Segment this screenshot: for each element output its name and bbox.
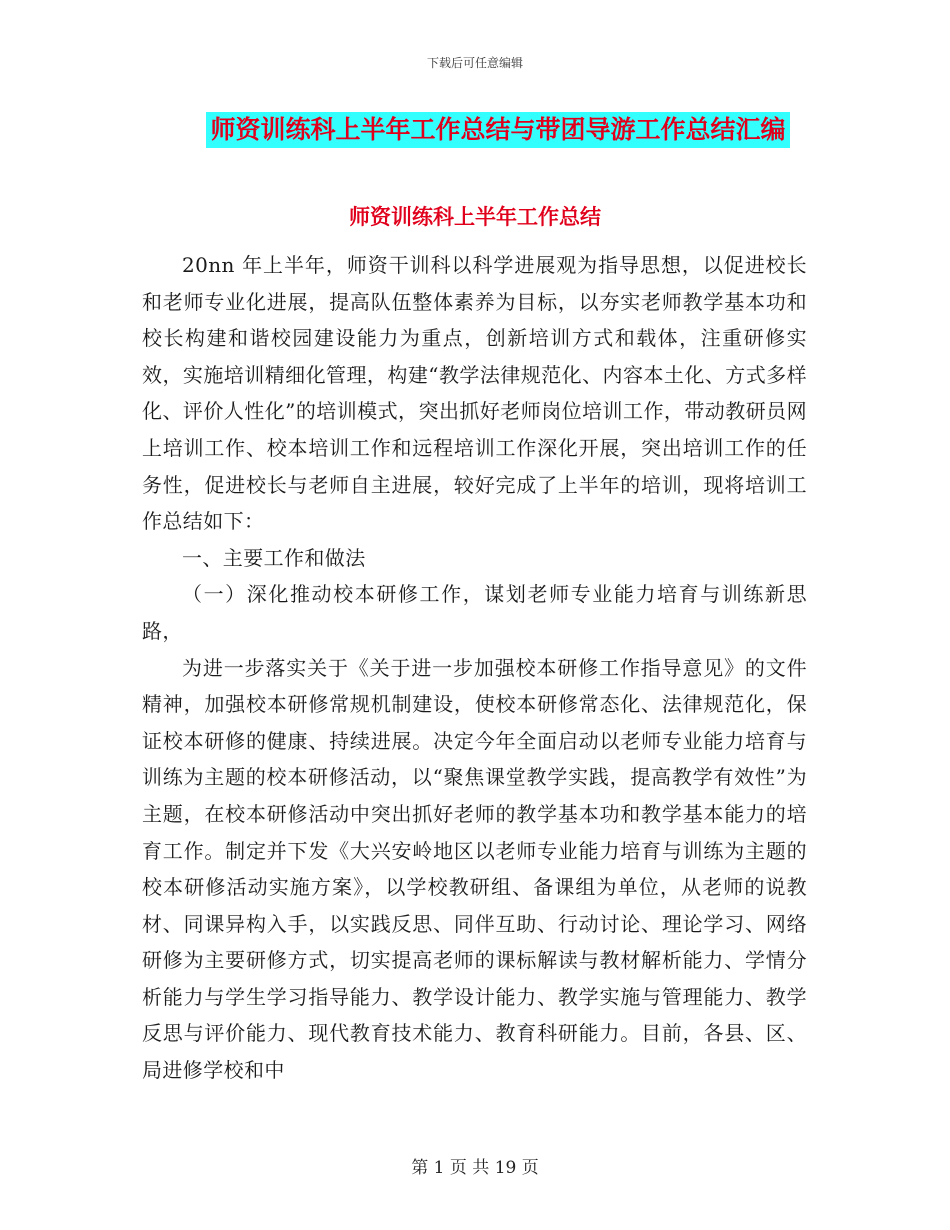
- paragraph-school-research-detail: 为进一步落实关于《关于进一步加强校本研修工作指导意见》的文件精神，加强校本研修常规机制建设，使校本研修常态化、法律规范化，保证校本研修的健康、持续进展。决定今年全面启动以老师专业能力培育与训练为主题的校本研修活动，以“聚焦课堂教学实践，提高教学有效性”为主题，在校本研修活动中突出抓好老师的教学基本功和教学基本能力的培育工作。制定并下发《大兴安岭地区以老师专业能力培育与训练为主题的校本研修活动实施方案》，以学校教研组、备课组为单位，从老师的说教材、同课异构入手，以实践反思、同伴互助、行动讨论、理论学习、网络研修为主要研修方式，切实提高老师的课标解读与教材解析能力、学情分析能力与学生学习指导能力、教学设计能力、教学实施与管理能力、教学反思与评价能力、现代教育技术能力、教育科研能力。目前，各县、区、局进修学校和中: [142, 655, 807, 1083]
- main-title: 师资训练科上半年工作总结与带团导游工作总结汇编: [206, 112, 789, 148]
- section-title: 师资训练科上半年工作总结: [349, 205, 601, 229]
- paragraph-subheading-school-research: （一）深化推动校本研修工作，谋划老师专业能力培育与训练新思路，: [142, 582, 807, 643]
- header-note: 下载后可任意编辑: [426, 56, 523, 70]
- page-number: 第 1 页 共 19 页: [411, 1158, 539, 1178]
- paragraph-heading-main-work: 一、主要工作和做法: [182, 545, 366, 570]
- body-text: [142, 247, 807, 1089]
- paragraph-intro: 20nn 年上半年，师资干训科以科学进展观为指导思想，以促进校长和老师专业化进展，提高队伍整体素养为目标，以夯实老师教学基本功和校长构建和谐校园建设能力为重点，创新培训方式和载体，注重研修实效，实施培训精细化管理，构建“教学法律规范化、内容本土化、方式多样化、评价人性化”的培训模式，突出抓好老师岗位培训工作，带动教研员网上培训工作、校本培训工作和远程培训工作深化开展，突出培训工作的任务性，促进校长与老师自主进展，较好完成了上半年的培训，现将培训工作总结如下：: [142, 253, 807, 534]
- main-title-container: [0, 112, 950, 148]
